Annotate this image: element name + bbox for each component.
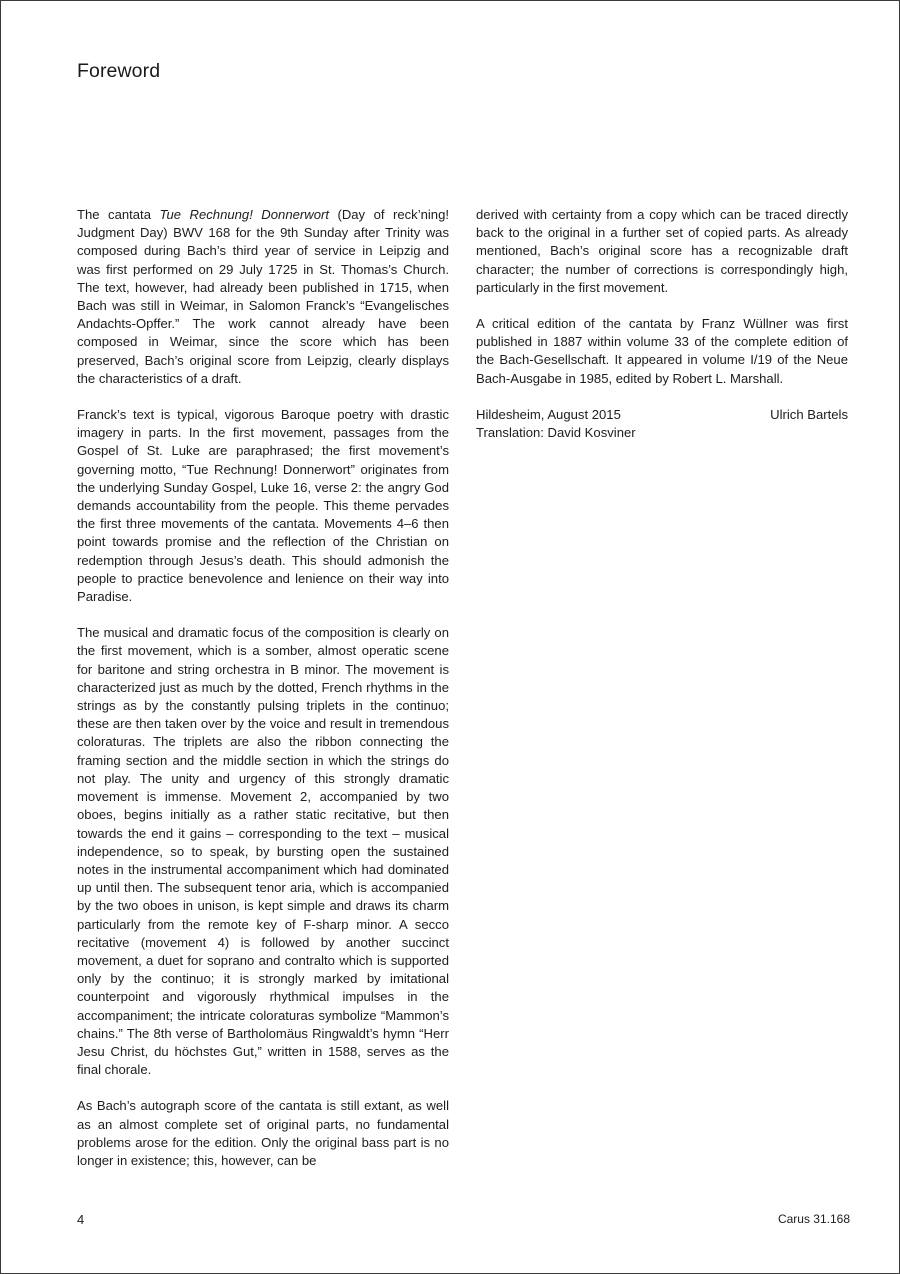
page-title: Foreword bbox=[77, 60, 161, 82]
paragraph-text: (Day of reck’ning! Judgment Day) BWV 168 for the 9th Sunday after Trinity was composed during Bach’s third year of service in Leipzig and was first performed on 29 July 1725 in St. Thomas’s Church. The text, however, had already been published in 1715, when Bach was still in Weimar, in Salomon Franck’s “Evangelisches Andachts-Opffer.” The work cannot already have been composed in Weimar, since the score which has been preserved, Bach’s original score from Leipzig, clearly displays the characteristics of a draft. bbox=[77, 207, 449, 386]
translator-credit: Translation: David Kosviner bbox=[476, 425, 636, 441]
paragraph-text: The cantata bbox=[77, 207, 160, 222]
page-number: 4 bbox=[77, 1212, 85, 1227]
paragraph-autograph-score: As Bach’s autograph score of the cantata is still extant, as well as an almost complete set of original parts, no fundamental problems arose for the edition. Only the original bass part is no longer in existence; this, however, can be bbox=[77, 1098, 449, 1168]
cantata-title: Tue Rechnung! Donnerwort bbox=[159, 207, 329, 222]
paragraph-franck-text: Franck’s text is typical, vigorous Baroque poetry with drastic imagery in parts. In the first movement, passages from the Gospel of St. Luke are paraphrased; the first movement’s governing motto, “Tue Rechnung! Donnerwort” originates from the underlying Sunday Gospel, Luke 16, verse 2: the angry God demands accountability from the people. This theme pervades the first three movements of the cantata. Movements 4–6 then point towards promise and the reflection of the Christian on redemption through Jesus’s death. This should admonish the people to practice benevolence and lenience on their way into Paradise. bbox=[77, 407, 449, 605]
paragraph-musical-focus: The musical and dramatic focus of the composition is clearly on the first movement, which is a somber, almost operatic scene for baritone and string orchestra in B minor. The movement is characterized just as much by the dotted, French rhythms in the strings as by the constantly pulsing triplets in the continuo; these are then taken over by the voice and result in tremendous coloraturas. The triplets are also the ribbon connecting the framing section and the middle section in which the strings do not play. The unity and urgency of this strongly dramatic movement is immense. Movement 2, accompanied by two oboes, begins initially as a rather static recitative, but then towards the end it gains – corresponding to the text – musical independence, so to speak, by bursting open the sustained notes in the instrumental accompaniment which had dominated up until then. The subsequent tenor aria, which is accompanied by the two oboes in unison, is kept simple and draws its charm particularly from the remote key of F-sharp minor. A secco recitative (movement 4) is followed by another succinct movement, a duet for soprano and contralto which is supported only by the continuo; it is strongly marked by imitational counterpoint and vigorously rhythmical impulses in the accompaniment; the intricate coloraturas symbolize “Mammon’s chains.” The 8th verse of Bartholomäus Ringwaldt’s hymn “Herr Jesu Christ, du höchstes Gut,” written in 1588, serves as the final chorale. bbox=[77, 625, 449, 1078]
paragraph-cantata-intro bbox=[77, 206, 449, 388]
place-date: Hildesheim, August 2015 bbox=[476, 406, 621, 422]
author-name: Ulrich Bartels bbox=[770, 406, 848, 422]
paragraph-critical-edition: A critical edition of the cantata by Franz Wüllner was first published in 1887 within volume 33 of the complete edition of the Bach-Gesellschaft. It appeared in volume I/19 of the Neue Bach-Ausgabe in 1985, edited by Robert L. Marshall. bbox=[476, 316, 848, 386]
paragraph-source-copy: derived with certainty from a copy which can be traced directly back to the original in a further set of copied parts. As already mentioned, Bach’s original score has a recognizable draft character; the number of corrections is correspondingly high, particularly in the first movement. bbox=[476, 207, 848, 295]
right-text-column bbox=[476, 206, 848, 460]
signature-line bbox=[476, 406, 848, 424]
catalog-number: Carus 31.168 bbox=[777, 1212, 850, 1226]
left-text-column bbox=[77, 206, 449, 1170]
